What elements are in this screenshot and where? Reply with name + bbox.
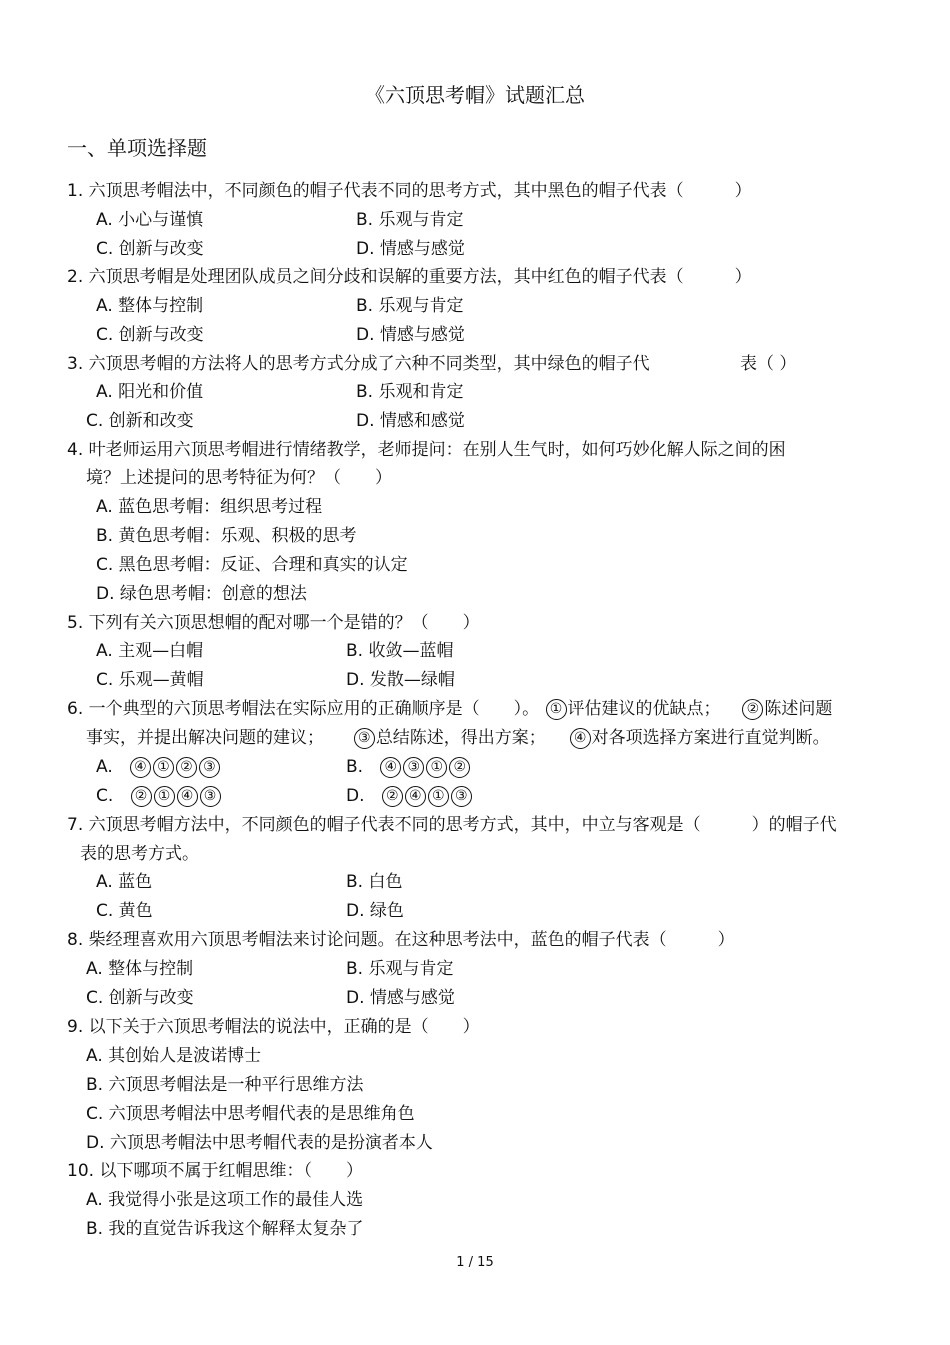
question-9-option-b: B. 六顶思考帽法是一种平行思维方法 (86, 1075, 364, 1095)
option-letter: D. (346, 786, 365, 806)
question-3-stem: 3. 六顶思考帽的方法将人的思考方式分成了六种不同类型，其中绿色的帽子代 (67, 354, 650, 374)
seq-marker: ④ (405, 786, 426, 807)
question-10-option-a: A. 我觉得小张是这项工作的最佳人选 (86, 1190, 364, 1210)
question-2-option-d: D. 情感与感觉 (356, 325, 465, 345)
option-letter: C. (96, 786, 114, 806)
question-4-option-b: B. 黄色思考帽：乐观、积极的思考 (96, 526, 357, 546)
question-7-option-a: A. 蓝色 (96, 872, 153, 892)
step-4-text: 对各项选择方案进行直觉判断。 (591, 728, 830, 748)
seq-marker: ② (382, 786, 403, 807)
question-1-option-c: C. 创新与改变 (96, 239, 204, 259)
question-3-option-b: B. 乐观和肯定 (356, 382, 464, 402)
seq-marker: ④ (130, 757, 151, 778)
step-3-text: 总结陈述，得出方案； (375, 728, 546, 748)
seq-marker: ③ (199, 757, 220, 778)
step-3-marker: ③ (354, 728, 375, 749)
question-8-option-b: B. 乐观与肯定 (346, 959, 454, 979)
question-6-option-b (346, 756, 471, 778)
page-number: 1 / 15 (456, 1255, 494, 1270)
question-1-option-d: D. 情感与感觉 (356, 239, 465, 259)
seq-marker: ① (153, 757, 174, 778)
seq-marker: ④ (380, 757, 401, 778)
seq-marker: ③ (200, 786, 221, 807)
step-2-text: 陈述问题 (764, 699, 833, 719)
seq-marker: ④ (177, 786, 198, 807)
question-10-stem: 10. 以下哪项不属于红帽思维：（ ） (67, 1161, 363, 1181)
question-7-option-c: C. 黄色 (96, 901, 153, 921)
step-1-text: 评估建议的优缺点； (567, 699, 721, 719)
question-2-stem: 2. 六顶思考帽是处理团队成员之间分歧和误解的重要方法，其中红色的帽子代表（ ） (67, 267, 752, 287)
question-1-option-a: A. 小心与谨慎 (96, 210, 204, 230)
question-8-option-a: A. 整体与控制 (86, 959, 194, 979)
section-heading: 一、单项选择题 (67, 136, 207, 160)
question-2-option-c: C. 创新与改变 (96, 325, 204, 345)
seq-marker: ① (154, 786, 175, 807)
question-4-stem-line2: 境？上述提问的思考特征为何？（ ） (86, 468, 392, 488)
question-6-option-d (346, 785, 473, 807)
question-7-stem-line2: 表的思考方式。 (80, 844, 199, 864)
page-title: 《六顶思考帽》试题汇总 (365, 83, 585, 107)
question-2-option-b: B. 乐观与肯定 (356, 296, 464, 316)
step-4-marker: ④ (570, 728, 591, 749)
question-9-option-d: D. 六顶思考帽法中思考帽代表的是扮演者本人 (86, 1133, 433, 1153)
question-8-option-c: C. 创新与改变 (86, 988, 194, 1008)
question-6-option-a (96, 756, 221, 778)
question-6-stem (67, 698, 832, 720)
question-4-option-a: A. 蓝色思考帽：组织思考过程 (96, 497, 323, 517)
question-9-stem: 9. 以下关于六顶思考帽法的说法中，正确的是（ ） (67, 1017, 480, 1037)
question-5-option-d: D. 发散—绿帽 (346, 670, 455, 690)
seq-marker: ② (131, 786, 152, 807)
question-10-option-b: B. 我的直觉告诉我这个解释太复杂了 (86, 1219, 364, 1239)
question-5-stem: 5. 下列有关六顶思想帽的配对哪一个是错的？（ ） (67, 613, 480, 633)
seq-marker: ③ (451, 786, 472, 807)
question-3-stem-tail: 表（ ） (740, 354, 797, 374)
seq-marker: ③ (403, 757, 424, 778)
option-letter: B. (346, 757, 364, 777)
question-4-option-c: C. 黑色思考帽：反证、合理和真实的认定 (96, 555, 408, 575)
seq-marker: ① (426, 757, 447, 778)
question-3-option-d: D. 情感和感觉 (356, 411, 465, 431)
question-6-stem2-text: 事实，并提出解决问题的建议； (86, 728, 324, 748)
question-9-option-a: A. 其创始人是波诺博士 (86, 1046, 262, 1066)
question-4-option-d: D. 绿色思考帽：创意的想法 (96, 584, 307, 604)
question-6-stem-line2 (86, 727, 830, 749)
question-7-option-b: B. 白色 (346, 872, 403, 892)
step-2-marker: ② (742, 699, 763, 720)
question-5-option-a: A. 主观—白帽 (96, 641, 204, 661)
question-3-option-a: A. 阳光和价值 (96, 382, 204, 402)
seq-marker: ② (176, 757, 197, 778)
question-6-option-c (96, 785, 222, 807)
question-6-stem-text: 6. 一个典型的六顶思考帽法在实际应用的正确顺序是（ ）。 (67, 699, 540, 719)
question-5-option-c: C. 乐观—黄帽 (96, 670, 204, 690)
question-8-stem: 8. 柴经理喜欢用六顶思考帽法来讨论问题。在这种思考法中，蓝色的帽子代表（ ） (67, 930, 735, 950)
question-7-option-d: D. 绿色 (346, 901, 404, 921)
question-9-option-c: C. 六顶思考帽法中思考帽代表的是思维角色 (86, 1104, 415, 1124)
question-5-option-b: B. 收敛—蓝帽 (346, 641, 454, 661)
question-1-option-b: B. 乐观与肯定 (356, 210, 464, 230)
seq-marker: ① (428, 786, 449, 807)
question-2-option-a: A. 整体与控制 (96, 296, 204, 316)
question-3-option-c: C. 创新和改变 (86, 411, 194, 431)
question-1-stem: 1. 六顶思考帽法中，不同颜色的帽子代表不同的思考方式，其中黑色的帽子代表（ ） (67, 181, 752, 201)
seq-marker: ② (449, 757, 470, 778)
question-7-stem: 7. 六顶思考帽方法中，不同颜色的帽子代表不同的思考方式，其中，中立与客观是（ ）的帽子代 (67, 815, 837, 835)
question-8-option-d: D. 情感与感觉 (346, 988, 455, 1008)
option-letter: A. (96, 757, 113, 777)
step-1-marker: ① (546, 699, 567, 720)
question-4-stem: 4. 叶老师运用六顶思考帽进行情绪教学，老师提问：在别人生气时，如何巧妙化解人际之间的困 (67, 440, 786, 460)
